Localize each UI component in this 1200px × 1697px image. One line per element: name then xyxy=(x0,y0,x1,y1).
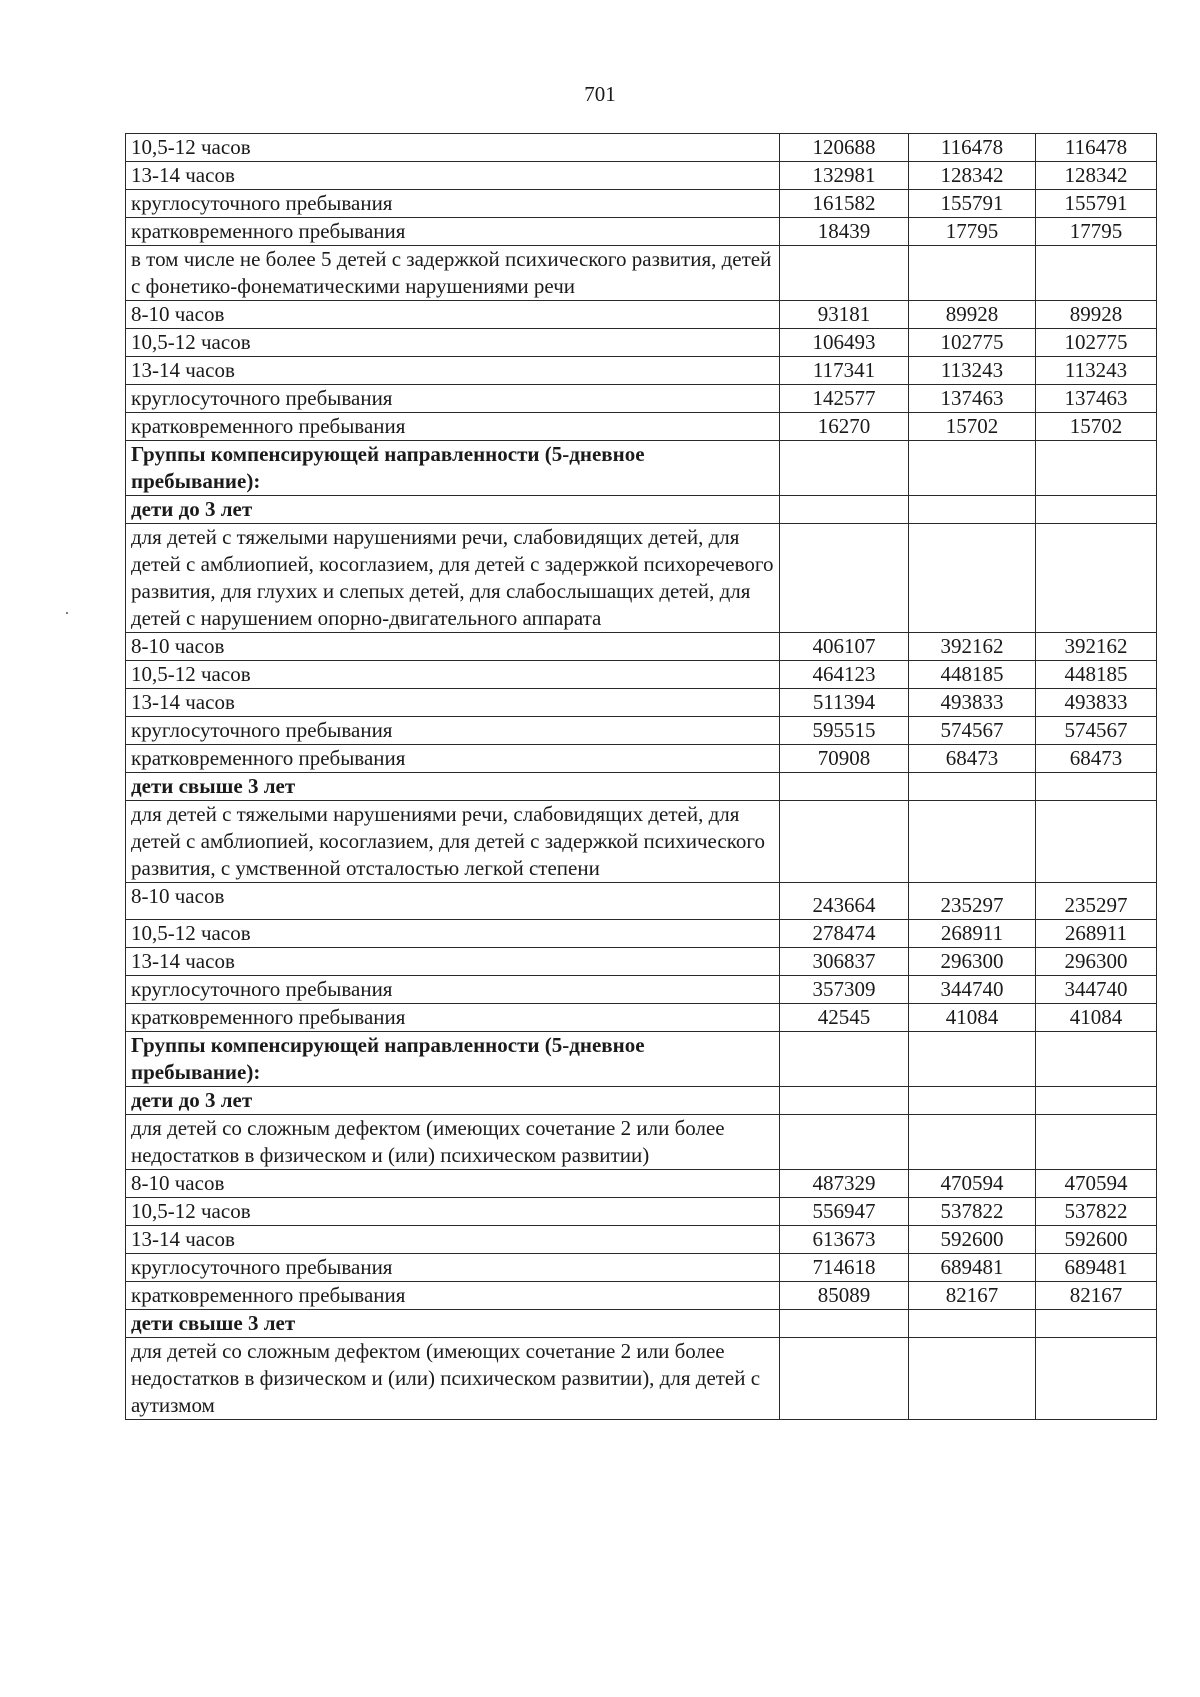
value-col1: 357309 xyxy=(780,976,909,1004)
value-col3: 392162 xyxy=(1036,633,1157,661)
table-row xyxy=(126,745,1157,773)
value-col3: 82167 xyxy=(1036,1282,1157,1310)
row-label: 13-14 часов xyxy=(126,689,780,717)
value-col1: 16270 xyxy=(780,413,909,441)
table-row xyxy=(126,1170,1157,1198)
row-label: кратковременного пребывания xyxy=(126,1282,780,1310)
value-col1: 42545 xyxy=(780,1004,909,1032)
subsection-heading: дети до 3 лет xyxy=(126,1087,780,1115)
value-col2 xyxy=(909,773,1036,801)
row-label: круглосуточного пребывания xyxy=(126,1254,780,1282)
value-col1: 142577 xyxy=(780,385,909,413)
value-col3: 128342 xyxy=(1036,162,1157,190)
table-row xyxy=(126,689,1157,717)
value-col3: 116478 xyxy=(1036,134,1157,162)
scan-speck xyxy=(66,612,68,614)
value-col2: 68473 xyxy=(909,745,1036,773)
value-col3: 89928 xyxy=(1036,301,1157,329)
table-row xyxy=(126,1198,1157,1226)
value-col2: 128342 xyxy=(909,162,1036,190)
row-label: 13-14 часов xyxy=(126,162,780,190)
row-label: 13-14 часов xyxy=(126,1226,780,1254)
table-row xyxy=(126,301,1157,329)
value-col3: 296300 xyxy=(1036,948,1157,976)
table-row xyxy=(126,1338,1157,1420)
table-row xyxy=(126,134,1157,162)
value-col1: 714618 xyxy=(780,1254,909,1282)
row-label: 8-10 часов xyxy=(126,633,780,661)
value-col2: 268911 xyxy=(909,920,1036,948)
value-col3 xyxy=(1036,1032,1157,1087)
value-col2: 592600 xyxy=(909,1226,1036,1254)
value-col2 xyxy=(909,1087,1036,1115)
value-col2 xyxy=(909,1310,1036,1338)
table-row xyxy=(126,246,1157,301)
table-row xyxy=(126,1226,1157,1254)
value-col2: 537822 xyxy=(909,1198,1036,1226)
subsection-header-row xyxy=(126,1087,1157,1115)
section-heading: Группы компенсирующей направленности (5-дневное пребывание): xyxy=(126,1032,780,1087)
row-label: для детей со сложным дефектом (имеющих сочетание 2 или более недостатков в физическом и (или) психическом развитии) xyxy=(126,1115,780,1170)
table-row xyxy=(126,162,1157,190)
subsection-heading: дети свыше 3 лет xyxy=(126,773,780,801)
value-col1: 85089 xyxy=(780,1282,909,1310)
value-col1: 278474 xyxy=(780,920,909,948)
value-col1: 120688 xyxy=(780,134,909,162)
value-col2: 116478 xyxy=(909,134,1036,162)
row-label: 8-10 часов xyxy=(126,883,780,920)
value-col2: 493833 xyxy=(909,689,1036,717)
value-col1 xyxy=(780,246,909,301)
value-col3: 68473 xyxy=(1036,745,1157,773)
value-col3: 15702 xyxy=(1036,413,1157,441)
value-col3 xyxy=(1036,773,1157,801)
table-row xyxy=(126,329,1157,357)
subsection-heading: дети до 3 лет xyxy=(126,496,780,524)
row-label: 8-10 часов xyxy=(126,301,780,329)
value-col1 xyxy=(780,496,909,524)
value-col2: 235297 xyxy=(909,883,1036,920)
value-col1: 406107 xyxy=(780,633,909,661)
row-label: для детей со сложным дефектом (имеющих сочетание 2 или более недостатков в физическом и (или) психическом развитии), для детей с аутизмом xyxy=(126,1338,780,1420)
value-col2 xyxy=(909,1115,1036,1170)
table-row xyxy=(126,218,1157,246)
row-label: 13-14 часов xyxy=(126,948,780,976)
row-label: кратковременного пребывания xyxy=(126,745,780,773)
value-col2: 15702 xyxy=(909,413,1036,441)
value-col2: 89928 xyxy=(909,301,1036,329)
value-col3: 17795 xyxy=(1036,218,1157,246)
value-col3: 537822 xyxy=(1036,1198,1157,1226)
table-row xyxy=(126,413,1157,441)
value-col1 xyxy=(780,1310,909,1338)
value-col2: 448185 xyxy=(909,661,1036,689)
value-col1: 511394 xyxy=(780,689,909,717)
value-col3: 493833 xyxy=(1036,689,1157,717)
value-col3: 448185 xyxy=(1036,661,1157,689)
value-col2 xyxy=(909,441,1036,496)
row-label: 10,5-12 часов xyxy=(126,661,780,689)
value-col1: 487329 xyxy=(780,1170,909,1198)
table-row xyxy=(126,661,1157,689)
row-label: для детей с тяжелыми нарушениями речи, слабовидящих детей, для детей с амблиопией, косоглазием, для детей с задержкой психического развития, с умственной отсталостью легкой степени xyxy=(126,801,780,883)
table-row xyxy=(126,385,1157,413)
value-col2 xyxy=(909,246,1036,301)
value-col2 xyxy=(909,1032,1036,1087)
value-col3: 155791 xyxy=(1036,190,1157,218)
value-col3 xyxy=(1036,1338,1157,1420)
value-col3 xyxy=(1036,1115,1157,1170)
value-col3: 235297 xyxy=(1036,883,1157,920)
row-label: 13-14 часов xyxy=(126,357,780,385)
table-row xyxy=(126,976,1157,1004)
value-col3: 689481 xyxy=(1036,1254,1157,1282)
value-col1 xyxy=(780,1032,909,1087)
row-label: круглосуточного пребывания xyxy=(126,717,780,745)
value-col2: 470594 xyxy=(909,1170,1036,1198)
value-col2: 392162 xyxy=(909,633,1036,661)
value-col3 xyxy=(1036,441,1157,496)
subsection-heading: дети свыше 3 лет xyxy=(126,1310,780,1338)
table-row xyxy=(126,920,1157,948)
table-row xyxy=(126,1282,1157,1310)
value-col3: 574567 xyxy=(1036,717,1157,745)
value-col1: 106493 xyxy=(780,329,909,357)
page-number: 701 xyxy=(584,82,616,106)
table-row xyxy=(126,801,1157,883)
value-col1 xyxy=(780,773,909,801)
value-col1: 93181 xyxy=(780,301,909,329)
value-col1: 613673 xyxy=(780,1226,909,1254)
value-col3: 137463 xyxy=(1036,385,1157,413)
section-header-row xyxy=(126,441,1157,496)
value-col2: 574567 xyxy=(909,717,1036,745)
tariff-table xyxy=(125,133,1157,1420)
value-col2: 137463 xyxy=(909,385,1036,413)
value-col1 xyxy=(780,1338,909,1420)
value-col3 xyxy=(1036,496,1157,524)
value-col2: 689481 xyxy=(909,1254,1036,1282)
value-col1 xyxy=(780,441,909,496)
table-row xyxy=(126,717,1157,745)
value-col2 xyxy=(909,524,1036,633)
value-col2: 113243 xyxy=(909,357,1036,385)
value-col1: 18439 xyxy=(780,218,909,246)
table-row xyxy=(126,190,1157,218)
value-col3: 470594 xyxy=(1036,1170,1157,1198)
row-label: 10,5-12 часов xyxy=(126,920,780,948)
row-label: 10,5-12 часов xyxy=(126,1198,780,1226)
value-col3 xyxy=(1036,1087,1157,1115)
value-col3: 41084 xyxy=(1036,1004,1157,1032)
value-col2: 155791 xyxy=(909,190,1036,218)
row-label: круглосуточного пребывания xyxy=(126,190,780,218)
value-col1: 243664 xyxy=(780,883,909,920)
row-label: круглосуточного пребывания xyxy=(126,385,780,413)
row-label: для детей с тяжелыми нарушениями речи, слабовидящих детей, для детей с амблиопией, косоглазием, для детей с задержкой психоречевого развития, для глухих и слепых детей, для слабослышащих детей, для детей с нарушением опорно-двигательного аппарата xyxy=(126,524,780,633)
table-row xyxy=(126,633,1157,661)
table-row xyxy=(126,883,1157,920)
row-label: кратковременного пребывания xyxy=(126,413,780,441)
value-col1 xyxy=(780,524,909,633)
value-col1: 161582 xyxy=(780,190,909,218)
table-row xyxy=(126,1254,1157,1282)
value-col3 xyxy=(1036,246,1157,301)
row-label: кратковременного пребывания xyxy=(126,1004,780,1032)
value-col3: 102775 xyxy=(1036,329,1157,357)
value-col1: 70908 xyxy=(780,745,909,773)
value-col3: 344740 xyxy=(1036,976,1157,1004)
row-label: 8-10 часов xyxy=(126,1170,780,1198)
subsection-header-row xyxy=(126,496,1157,524)
row-label: 10,5-12 часов xyxy=(126,134,780,162)
value-col3: 268911 xyxy=(1036,920,1157,948)
value-col3: 113243 xyxy=(1036,357,1157,385)
row-label: в том числе не более 5 детей с задержкой психического развития, детей с фонетико-фонематическими нарушениями речи xyxy=(126,246,780,301)
subsection-header-row xyxy=(126,773,1157,801)
value-col1 xyxy=(780,1115,909,1170)
value-col3: 592600 xyxy=(1036,1226,1157,1254)
value-col2: 344740 xyxy=(909,976,1036,1004)
value-col2: 17795 xyxy=(909,218,1036,246)
value-col1 xyxy=(780,801,909,883)
row-label: круглосуточного пребывания xyxy=(126,976,780,1004)
value-col1: 595515 xyxy=(780,717,909,745)
value-col2: 82167 xyxy=(909,1282,1036,1310)
value-col2 xyxy=(909,1338,1036,1420)
value-col2 xyxy=(909,801,1036,883)
value-col3 xyxy=(1036,1310,1157,1338)
value-col2: 41084 xyxy=(909,1004,1036,1032)
row-label: 10,5-12 часов xyxy=(126,329,780,357)
table-row xyxy=(126,357,1157,385)
value-col1: 117341 xyxy=(780,357,909,385)
section-header-row xyxy=(126,1032,1157,1087)
value-col2: 296300 xyxy=(909,948,1036,976)
value-col2: 102775 xyxy=(909,329,1036,357)
section-heading: Группы компенсирующей направленности (5-дневное пребывание): xyxy=(126,441,780,496)
value-col3 xyxy=(1036,524,1157,633)
table-row xyxy=(126,1004,1157,1032)
value-col1: 132981 xyxy=(780,162,909,190)
value-col2 xyxy=(909,496,1036,524)
table-row xyxy=(126,948,1157,976)
row-label: кратковременного пребывания xyxy=(126,218,780,246)
subsection-header-row xyxy=(126,1310,1157,1338)
value-col1: 306837 xyxy=(780,948,909,976)
value-col1: 556947 xyxy=(780,1198,909,1226)
value-col1: 464123 xyxy=(780,661,909,689)
table-row xyxy=(126,1115,1157,1170)
table-row xyxy=(126,524,1157,633)
value-col3 xyxy=(1036,801,1157,883)
value-col1 xyxy=(780,1087,909,1115)
